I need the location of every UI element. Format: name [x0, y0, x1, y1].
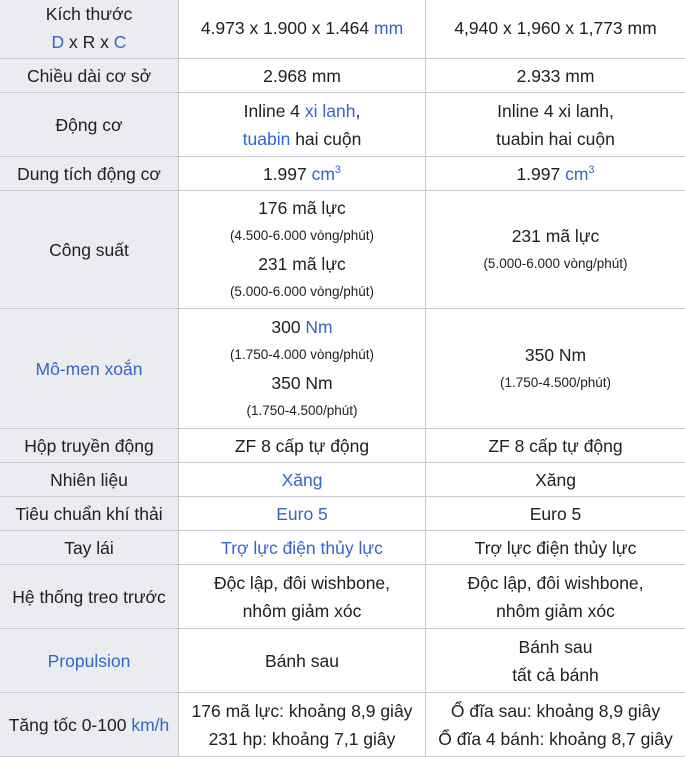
cell-propulsion-2: Bánh sau tất cả bánh	[426, 629, 685, 693]
row-label-torque	[0, 309, 179, 429]
link-tro-luc[interactable]: Trợ lực điện thủy lực	[221, 538, 383, 558]
cell-displacement-2: 1.997 $cm^3$	[426, 157, 685, 191]
cell-power-1: 176 mã lực (4.500-6.000 vòng/phút) 231 mã lực (5.000-6.000 vòng/phút)	[179, 191, 426, 309]
cell-torque-2: 350 Nm (1.750-4.500/phút)	[426, 309, 685, 429]
link-mm[interactable]: mm	[374, 18, 403, 38]
row-label-emission: Tiêu chuẩn khí thải	[0, 497, 179, 531]
table-row	[0, 565, 685, 629]
cell-transmission-1: ZF 8 cấp tự động	[179, 429, 426, 463]
link-xi-lanh[interactable]: xi lanh	[305, 101, 356, 121]
link-tuabin[interactable]: tuabin	[243, 129, 291, 149]
cell-transmission-2: ZF 8 cấp tự động	[426, 429, 685, 463]
table-row	[0, 463, 685, 497]
link-km-h[interactable]: km/h	[131, 715, 169, 735]
link-euro-5[interactable]: Euro 5	[276, 504, 328, 524]
cell-accel-1: 176 mã lực: khoảng 8,9 giây 231 hp: khoảng 7,1 giây	[179, 693, 426, 757]
row-label-engine: Động cơ	[0, 93, 179, 157]
row-label-fuel: Nhiên liệu	[0, 463, 179, 497]
row-label-displacement: Dung tích động cơ	[0, 157, 179, 191]
link-xang[interactable]: Xăng	[282, 470, 323, 490]
link-cm3[interactable]: $cm^3$	[565, 164, 594, 184]
table-row	[0, 0, 685, 59]
table-row	[0, 157, 685, 191]
row-label-transmission: Hộp truyền động	[0, 429, 179, 463]
cell-fuel-2: Xăng	[426, 463, 685, 497]
cell-wheelbase-2: 2.933 mm	[426, 59, 685, 93]
cell-power-2: 231 mã lực (5.000-6.000 vòng/phút)	[426, 191, 685, 309]
link-mo-men-xoan[interactable]: Mô-men xoắn	[36, 359, 143, 379]
link-c[interactable]: C	[114, 32, 127, 52]
cell-steering-2: Trợ lực điện thủy lực	[426, 531, 685, 565]
cell-size-1: 4.973 x 1.900 x 1.464 mm	[179, 0, 426, 59]
cell-emission-1	[179, 497, 426, 531]
table-row	[0, 531, 685, 565]
table-row	[0, 59, 685, 93]
cell-size-2: 4,940 x 1,960 x 1,773 mm	[426, 0, 685, 59]
row-label-power: Công suất	[0, 191, 179, 309]
row-label-size: Kích thước D x R x C	[0, 0, 179, 59]
cell-steering-1	[179, 531, 426, 565]
cell-fuel-1	[179, 463, 426, 497]
cell-suspension-2: Độc lập, đôi wishbone, nhôm giảm xóc	[426, 565, 685, 629]
table-row	[0, 309, 685, 429]
cell-suspension-1: Độc lập, đôi wishbone, nhôm giảm xóc	[179, 565, 426, 629]
row-label-acceleration: Tăng tốc 0-100 km/h	[0, 693, 179, 757]
row-label-steering: Tay lái	[0, 531, 179, 565]
link-cm3[interactable]: $cm^3$	[312, 164, 341, 184]
link-nm[interactable]: Nm	[305, 317, 332, 337]
link-propulsion[interactable]: Propulsion	[48, 651, 131, 671]
cell-wheelbase-1: 2.968 mm	[179, 59, 426, 93]
link-d[interactable]: D	[52, 32, 65, 52]
table-row	[0, 191, 685, 309]
table-row	[0, 629, 685, 693]
table-row	[0, 93, 685, 157]
cell-torque-1: 300 Nm (1.750-4.000 vòng/phút) 350 Nm (1.750-4.500/phút)	[179, 309, 426, 429]
table-row	[0, 497, 685, 531]
row-label-propulsion	[0, 629, 179, 693]
table-row	[0, 429, 685, 463]
row-label-wheelbase: Chiều dài cơ sở	[0, 59, 179, 93]
cell-accel-2: Ổ đĩa sau: khoảng 8,9 giây Ổ đĩa 4 bánh: khoảng 8,7 giây	[426, 693, 685, 757]
row-label-suspension: Hệ thống treo trước	[0, 565, 179, 629]
table-row	[0, 693, 685, 757]
cell-displacement-1: 1.997 $cm^3$	[179, 157, 426, 191]
cell-propulsion-1: Bánh sau	[179, 629, 426, 693]
cell-engine-1: Inline 4 xi lanh, tuabin hai cuộn	[179, 93, 426, 157]
cell-engine-2: Inline 4 xi lanh, tuabin hai cuộn	[426, 93, 685, 157]
cell-emission-2: Euro 5	[426, 497, 685, 531]
